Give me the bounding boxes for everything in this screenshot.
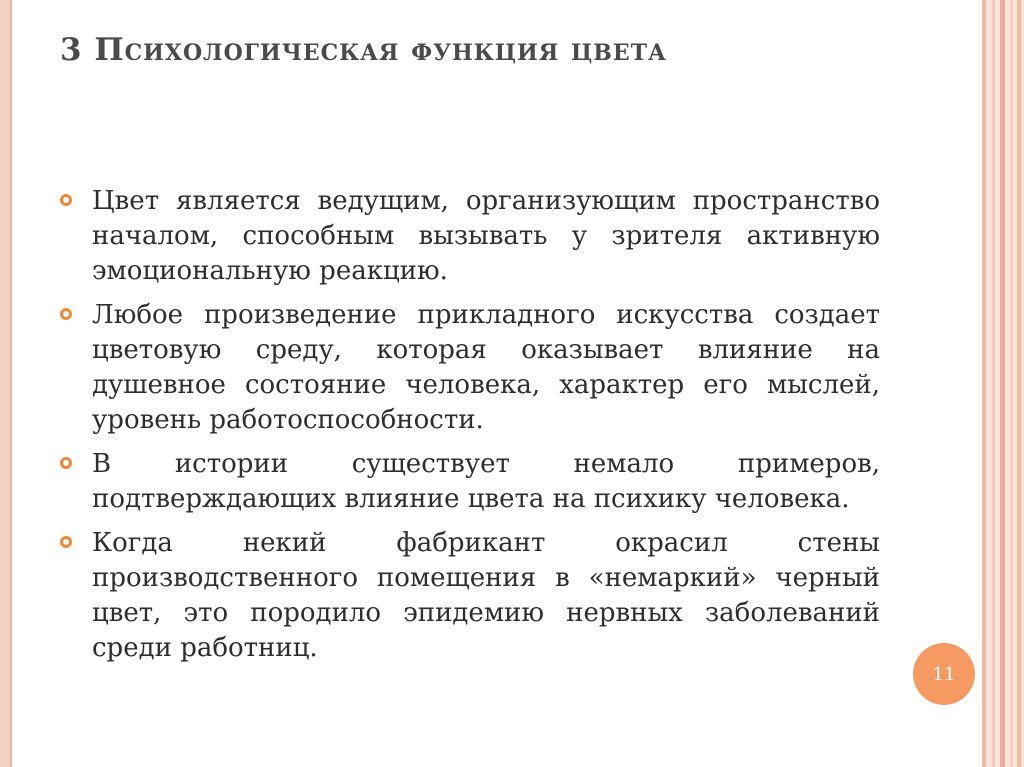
circle-bullet-icon — [60, 194, 72, 206]
bullet-item — [60, 447, 880, 517]
bullet-text: В истории существует немало примеров, подтверждающих влияние цвета на психику человека. — [92, 449, 880, 514]
right-stripe — [992, 0, 995, 767]
left-border-band — [0, 0, 10, 767]
right-stripe — [1000, 0, 1005, 767]
bullet-text: Любое произведение прикладного искусства создает цветовую среду, которая оказывает влияние на душевное состояние человека, характер его мыслей, уровень работоспособности. — [92, 300, 880, 435]
bullet-text: Цвет является ведущим, организующим пространство началом, способным вызывать у зрителя активную эмоциональную реакцию. — [92, 186, 880, 286]
circle-bullet-icon — [60, 308, 72, 320]
circle-bullet-icon — [60, 457, 72, 469]
left-border-line — [10, 0, 12, 767]
bullet-item — [60, 184, 880, 289]
page-number-badge: 11 — [913, 643, 975, 705]
bullet-text: Когда некий фабрикант окрасил стены производственного помещения в «немаркий» черный цвет, это породило эпидемию нервных заболеваний среди работниц. — [92, 528, 880, 663]
bullet-list — [60, 184, 880, 675]
right-stripe — [1017, 0, 1021, 767]
circle-bullet-icon — [60, 536, 72, 548]
bullet-item — [60, 298, 880, 438]
right-stripe — [982, 0, 986, 767]
right-stripe — [1010, 0, 1013, 767]
bullet-item — [60, 526, 880, 666]
slide-title: 3 Психологическая функция цвета — [60, 32, 667, 68]
